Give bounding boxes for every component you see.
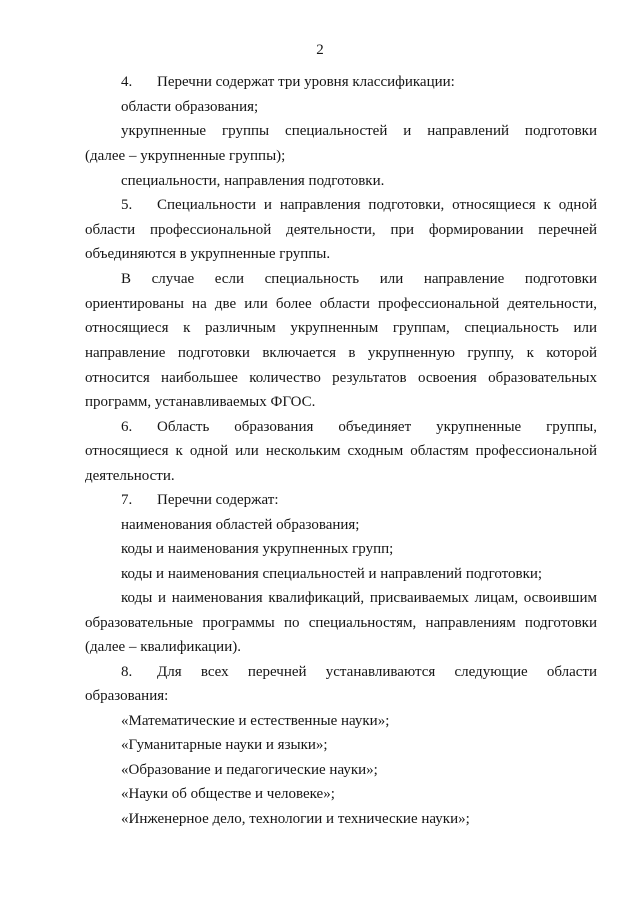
paragraph-7-line-1 [121,491,279,509]
paragraph-8-line-1 [121,663,597,681]
item-number-8: 8. [121,664,133,680]
education-area-social: «Науки об обществе и человеке»; [121,786,335,802]
paragraph-6-line-2: относящиеся к одной или нескольким сходным областям профессиональной [85,443,597,459]
item-number-5: 5. [121,197,133,213]
education-area-pedagogy: «Образование и педагогические науки»; [121,762,378,778]
list-item-enlarged-groups-line-1: укрупненные группы специальностей и направлений подготовки [121,123,597,139]
paragraph-7-text: Перечни содержат: [157,492,279,508]
list-item-qualification-codes-line-1: коды и наименования квалификаций, присваиваемых лицам, освоившим [121,590,597,606]
item-number-4: 4. [121,74,133,90]
education-area-math: «Математические и естественные науки»; [121,713,390,729]
list-item-group-codes: коды и наименования укрупненных групп; [121,541,394,557]
education-area-humanities: «Гуманитарные науки и языки»; [121,737,328,753]
paragraph-5-line-1 [121,196,597,214]
page-number: 2 [316,42,324,58]
list-item-education-areas: области образования; [121,99,259,115]
paragraph-6-line-3: деятельности. [85,468,175,484]
list-item-qualification-codes-line-3: (далее – квалификации). [85,639,241,655]
list-item-specialty-codes: коды и наименования специальностей и направлений подготовки; [121,566,543,582]
paragraph-6-line-1 [121,418,597,436]
paragraph-4-text: Перечни содержат три уровня классификации: [157,74,455,90]
paragraph-case-line-1: В случае если специальность или направление подготовки [121,271,597,287]
paragraph-case-line-3: относящиеся к различным укрупненным группам, специальность или [85,320,597,336]
item-number-7: 7. [121,492,133,508]
item-number-6: 6. [121,419,133,435]
paragraph-8-text: Для всех перечней устанавливаются следующие области [157,664,597,680]
list-item-qualification-codes-line-2: образовательные программы по специальностям, направлениям подготовки [85,615,597,631]
paragraph-4-line-1 [121,73,455,91]
paragraph-case-line-5: относится наибольшее количество результатов освоения образовательных [85,370,597,386]
paragraph-case-line-6: программ, устанавливаемых ФГОС. [85,394,316,410]
paragraph-5-line-3: объединяются в укрупненные группы. [85,246,331,262]
list-item-enlarged-groups-line-2: (далее – укрупненные группы); [85,148,286,164]
paragraph-5-line-2: области профессиональной деятельности, при формировании перечней [85,222,597,238]
list-item-specialties: специальности, направления подготовки. [121,173,385,189]
paragraph-case-line-4: направление подготовки включается в укрупненную группу, к которой [85,345,597,361]
paragraph-case-line-2: ориентированы на две или более области профессиональной деятельности, [85,296,597,312]
list-item-area-names: наименования областей образования; [121,517,360,533]
paragraph-6-text: Область образования объединяет укрупненные группы, [157,419,597,435]
education-area-engineering: «Инженерное дело, технологии и технические науки»; [121,811,470,827]
paragraph-8-line-2: образования: [85,688,169,704]
paragraph-5-text: Специальности и направления подготовки, относящиеся к одной [157,197,597,213]
